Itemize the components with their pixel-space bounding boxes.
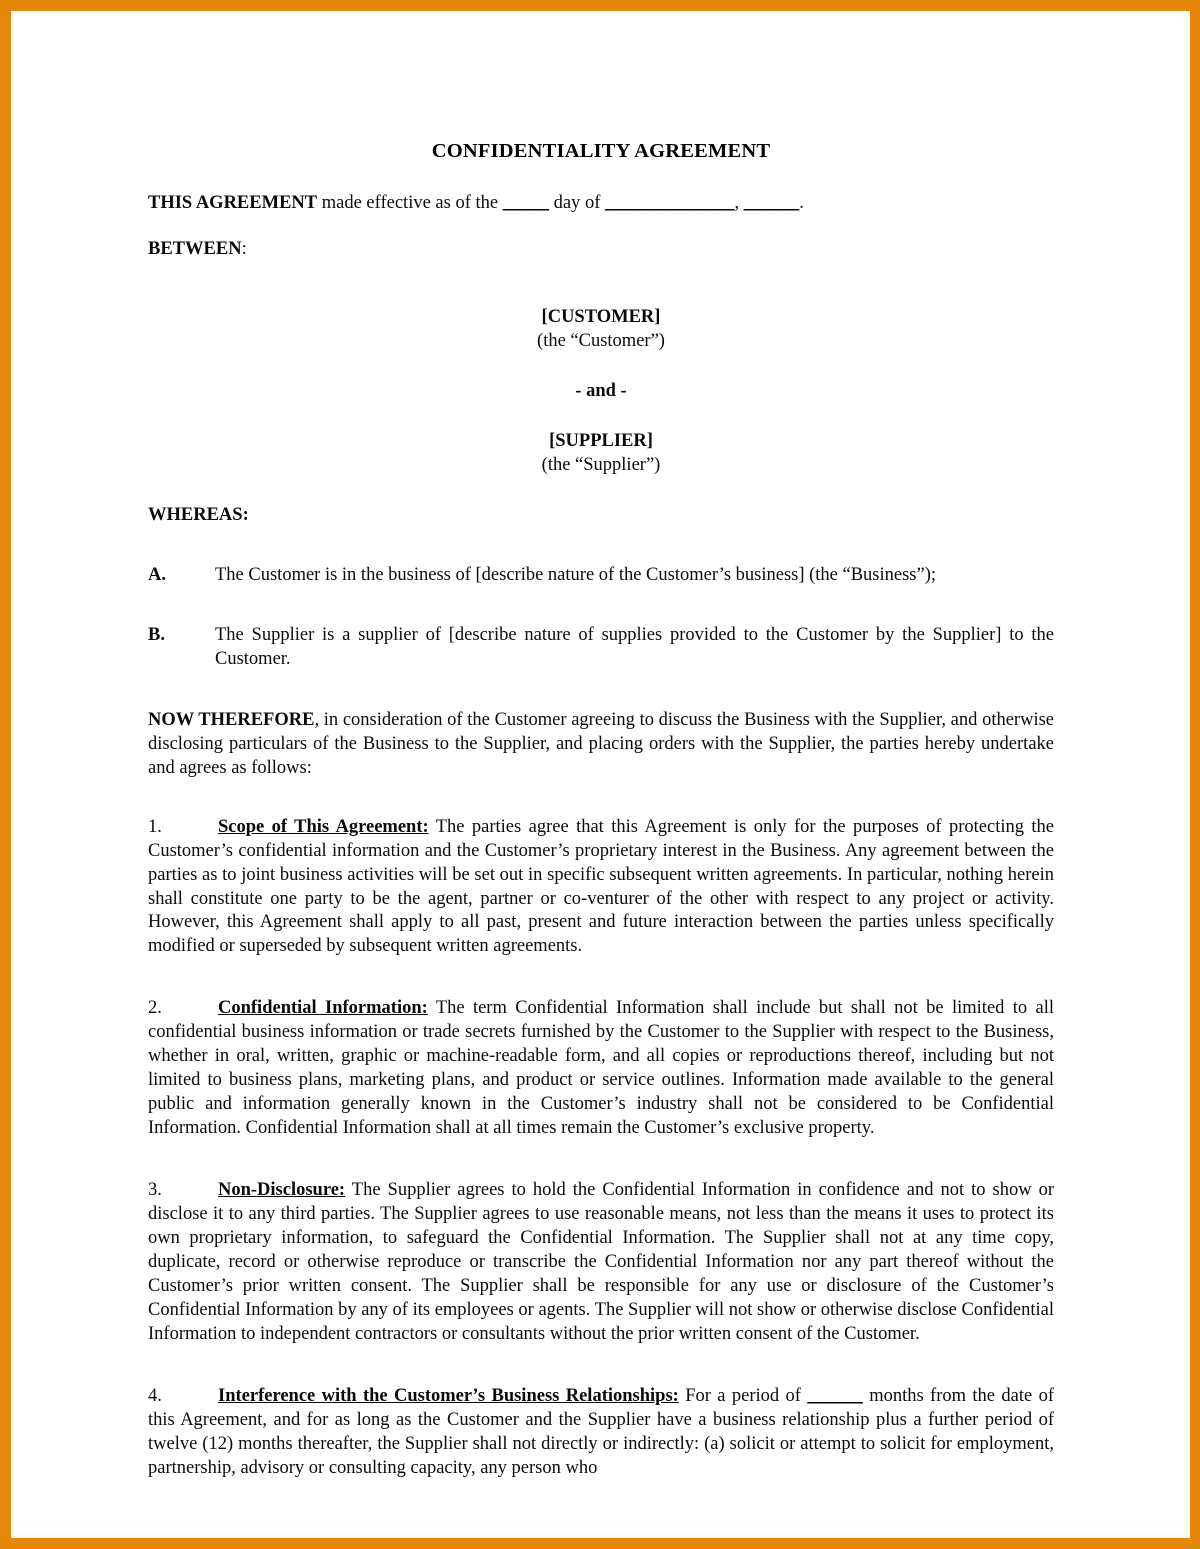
spacer — [148, 1371, 1054, 1385]
clause-number: 4. — [148, 1385, 162, 1406]
preamble-mid-2: , — [734, 193, 744, 213]
spacer — [148, 802, 1054, 816]
recital-item — [148, 563, 1054, 587]
now-therefore-paragraph — [148, 708, 1054, 780]
party-customer-name: [CUSTOMER] — [541, 307, 661, 328]
spacer — [148, 403, 1054, 429]
blank-month: ______________ — [604, 193, 735, 213]
clause-heading: Interference with the Customer’s Business Relationships: — [218, 1385, 679, 1406]
clause-3 — [148, 1179, 1054, 1347]
clause-text: The parties agree that this Agreement is only for the purposes of protecting the Customer’s confidential information and the Customer’s proprietary interest in the Business. Any agreement between the parties as to joint business activities will be set out in specific subsequent written agreements. In particular, nothing herein shall constitute one party to be the agent, partner or co-venturer of the other with respect to any project or activity. However, this Agreement shall apply to all past, present and future interaction between the parties unless specifically modified or superseded by subsequent written agreements. — [148, 816, 1054, 957]
now-therefore-text: , in consideration of the Customer agreeing to discuss the Business with the Supplier, and otherwise disclosing particulars of the Business to the Supplier, and placing orders with the Supplier, the parties hereby undertake and agrees as follows: — [148, 709, 1054, 778]
spacer — [148, 983, 1054, 997]
spacer — [148, 1165, 1054, 1179]
page-border-inner-right — [1186, 11, 1190, 1538]
spacer — [148, 694, 1054, 708]
preamble-lead-rest: made effective as of the — [317, 193, 503, 213]
recital-label: B. — [148, 625, 165, 646]
party-supplier-alias: (the “Supplier”) — [541, 455, 661, 476]
now-therefore-lead: NOW THEREFORE — [148, 709, 315, 730]
clause-heading: Non-Disclosure: — [218, 1180, 346, 1201]
parties-block — [148, 305, 1054, 477]
spacer — [148, 609, 1054, 623]
party-supplier-name: [SUPPLIER] — [549, 431, 653, 452]
between-colon: : — [241, 239, 247, 260]
between-label-paragraph — [148, 237, 1054, 261]
preamble-paragraph — [148, 191, 1054, 215]
clause-heading: Scope of This Agreement: — [218, 816, 429, 837]
blank-months: ______ — [807, 1385, 863, 1406]
clause-text-before-blank: For a period of — [678, 1385, 808, 1406]
between-label: BETWEEN — [148, 239, 242, 260]
page-border-inner-bottom — [11, 1534, 1190, 1538]
recital-item — [148, 623, 1054, 671]
whereas-heading-text: WHEREAS: — [148, 505, 249, 526]
preamble-lead-bold: THIS AGREEMENT — [148, 193, 318, 213]
page-border-top — [0, 0, 1200, 11]
preamble-end: . — [799, 193, 804, 213]
spacer — [148, 477, 1054, 503]
clause-number: 1. — [148, 816, 162, 837]
clause-4 — [148, 1385, 1054, 1481]
page-border-left — [0, 0, 11, 1549]
blank-day: _____ — [502, 193, 549, 213]
recital-text: The Supplier is a supplier of [describe nature of supplies provided to the Customer by the Supplier] to the Customer. — [215, 625, 1054, 670]
clause-text: The term Confidential Information shall include but shall not be limited to all confidential business information or trade secrets furnished by the Customer to the Supplier with respect to the Business, whether in oral, written, graphic or machine-readable form, and all copies or reproductions thereof, including but not limited to business plans, marketing plans, and product or service outlines. Information made available to the general public and information generally known in the Customer’s industry shall not be considered to be Confidential Information. Confidential Information shall at all times remain the Customer’s exclusive property. — [148, 998, 1054, 1139]
preamble-mid-1: day of — [548, 193, 605, 213]
page-border-inner-left — [11, 11, 15, 1538]
clause-1 — [148, 816, 1054, 960]
clause-2 — [148, 997, 1054, 1141]
party-and-separator: - and - — [575, 381, 627, 402]
spacer — [148, 353, 1054, 379]
document-body — [148, 140, 1054, 1505]
party-customer-alias: (the “Customer”) — [537, 331, 665, 352]
recital-label: A. — [148, 565, 166, 586]
recital-text: The Customer is in the business of [describe nature of the Customer’s business] (the “Business”); — [215, 565, 937, 586]
clause-text: The Supplier agrees to hold the Confidential Information in confidence and not to show or disclose it to any third parties. The Supplier agrees to use reasonable means, not less than the means it uses to protect its own proprietary information, to safeguard the Confidential Information. The Supplier shall not at any time copy, duplicate, record or otherwise reproduce or transcribe the Confidential Information nor any part thereof without the Customer’s prior written consent. The Supplier shall be responsible for any use or disclosure of the Customer’s Confidential Information by any of its employees or agents. The Supplier will not show or otherwise disclose Confidential Information to independent contractors or consultants without the prior written consent of the Customer. — [148, 1180, 1054, 1344]
spacer — [148, 283, 1054, 305]
clause-number: 3. — [148, 1180, 162, 1201]
whereas-heading — [148, 503, 1054, 527]
spacer — [148, 549, 1054, 563]
page-title: CONFIDENTIALITY AGREEMENT — [431, 140, 771, 162]
blank-year: ______ — [743, 193, 800, 213]
clause-number: 2. — [148, 998, 162, 1019]
clause-heading: Confidential Information: — [218, 998, 428, 1019]
clause-text-after-blank: months from the date of this Agreement, and for as long as the Customer and the Supplier have a business relationship plus a further period of twelve (12) months thereafter, the Supplier shall not directly or indirectly: (a) solicit or attempt to solicit for employment, partnership, advisory or consulting capacity, any person who — [148, 1385, 1054, 1478]
page-border-right — [1190, 0, 1200, 1549]
page-border-bottom — [0, 1538, 1200, 1549]
document-sheet — [16, 14, 1184, 1533]
